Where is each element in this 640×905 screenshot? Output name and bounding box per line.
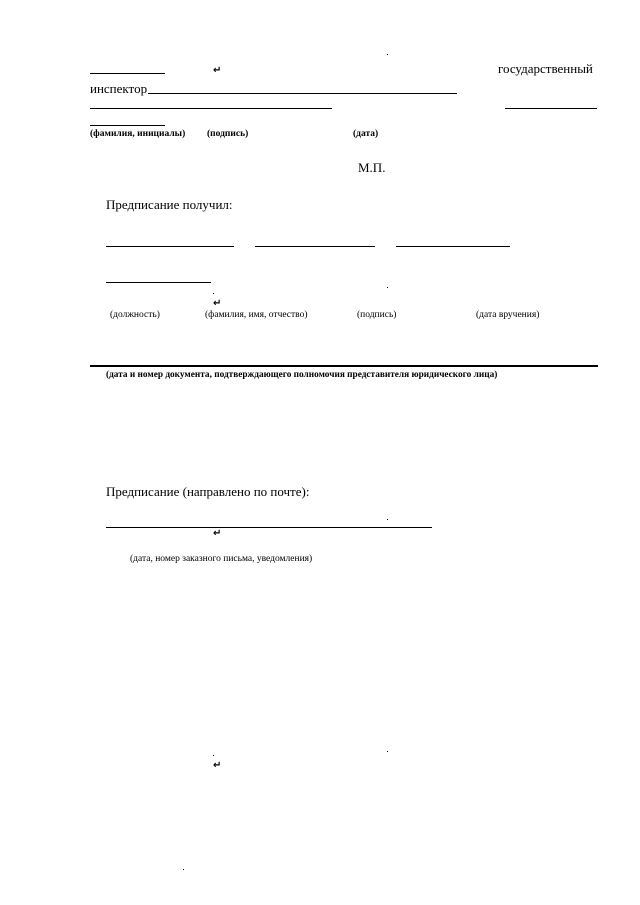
caption-surname-initials: (фамилия, инициалы) [90,129,186,139]
inspector-blank-line [148,93,457,94]
authority-doc-line [90,365,598,367]
mailed-blank-line [106,527,432,528]
header-blank-line-middle [90,108,332,109]
caption-mail: (дата, номер заказного письма, уведомления) [130,554,313,564]
scan-dot-3 [213,293,214,294]
header-blank-line-left [90,73,165,74]
header-blank-line-right [505,108,597,109]
scan-dot-5 [213,755,214,756]
scan-mark-2: ↵ [213,298,222,309]
caption-fullname: (фамилия, имя, отчество) [205,310,308,320]
received-line-fullname [255,246,375,247]
caption-position: (должность) [110,310,160,320]
received-title: Предписание получил: [106,197,233,212]
scan-dot-1 [387,54,388,55]
mailed-title: Предписание (направлено по почте): [106,484,310,499]
header-blank-line-short [90,125,165,126]
caption-authority-document: (дата и номер документа, подтверждающего полномочия представителя юридического лица) [106,370,498,380]
state-label: государственный [498,61,593,76]
caption-delivery-date: (дата вручения) [476,310,540,320]
caption-signature: (подпись) [207,129,249,139]
scan-dot-7 [183,869,184,870]
caption-date: (дата) [353,129,379,139]
scan-mark-3: ↵ [213,528,222,539]
scan-dot-6 [387,751,388,752]
caption-received-signature: (подпись) [357,310,397,320]
received-line-extra [106,282,211,283]
scan-mark-1: ↵ [213,65,222,76]
received-line-position [106,246,234,247]
received-line-signature [396,246,510,247]
scan-mark-4: ↵ [213,760,222,771]
scan-dot-4 [387,519,388,520]
inspector-label: инспектор [90,81,148,96]
seal-label: М.П. [358,160,386,175]
scan-dot-2 [387,287,388,288]
